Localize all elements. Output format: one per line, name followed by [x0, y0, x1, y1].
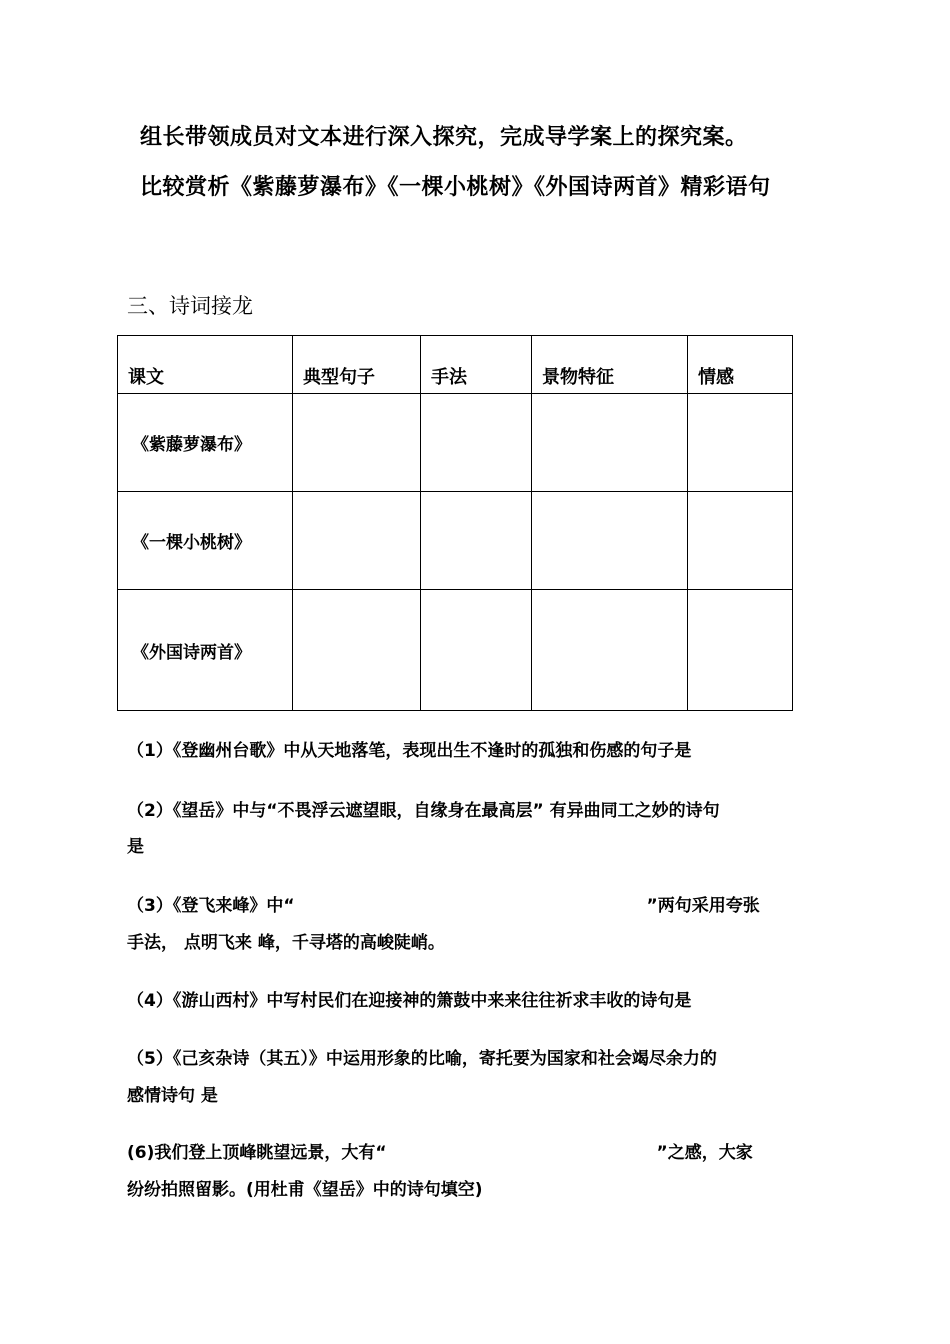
intro-line-1: 组长带领成员对文本进行深入探究，完成导学案上的探究案。 [140, 125, 748, 150]
question-2-line-2: 是 [127, 837, 144, 857]
blank-cell[interactable] [293, 590, 421, 711]
question-4: （4）《游山西村》中写村民们在迎接神的箫鼓中来来往往祈求丰收的诗句是 [127, 991, 692, 1011]
row-title: 《外国诗两首》 [118, 590, 293, 711]
blank-cell[interactable] [421, 492, 532, 590]
header-technique: 手法 [421, 336, 532, 394]
question-6-line-2: 纷纷拍照留影。(用杜甫《望岳》中的诗句填空) [127, 1180, 483, 1200]
blank-cell[interactable] [421, 590, 532, 711]
question-3-line-1 [127, 891, 760, 916]
blank-cell[interactable] [532, 394, 688, 492]
header-emotion: 情感 [688, 336, 793, 394]
question-1: （1）《登幽州台歌》中从天地落笔，表现出生不逢时的孤独和伤感的句子是 [127, 741, 692, 761]
question-5-line-2: 感情诗句 是 [127, 1086, 218, 1106]
header-scenery-features: 景物特征 [532, 336, 688, 394]
row-title: 《紫藤萝瀑布》 [118, 394, 293, 492]
blank-cell[interactable] [293, 492, 421, 590]
blank-cell[interactable] [532, 492, 688, 590]
question-3-suffix: ”两句采用夸张 [646, 896, 760, 916]
question-3-line-2: 手法， 点明飞来 峰，千寻塔的高峻陡峭。 [127, 933, 445, 953]
section-heading: 三、诗词接龙 [127, 294, 253, 318]
table-row [118, 590, 793, 711]
question-6-suffix: ”之感，大家 [656, 1143, 753, 1163]
blank-cell[interactable] [688, 492, 793, 590]
question-6-line-1 [127, 1138, 753, 1163]
question-5-line-1: （5）《己亥杂诗（其五）》中运用形象的比喻，寄托要为国家和社会竭尽余力的 [127, 1049, 717, 1069]
table-row [118, 394, 793, 492]
question-3-prefix: （3）《登飞来峰》中“ [127, 896, 295, 916]
blank-cell[interactable] [532, 590, 688, 711]
header-typical-sentence: 典型句子 [293, 336, 421, 394]
question-6-prefix: (6)我们登上顶峰眺望远景，大有“ [127, 1143, 387, 1163]
blank-cell[interactable] [688, 590, 793, 711]
blank-cell[interactable] [688, 394, 793, 492]
poem-comparison-table [117, 335, 793, 711]
question-2-line-1: （2）《望岳》中与“不畏浮云遮望眼，自缘身在最高层” 有异曲同工之妙的诗句 [127, 801, 720, 821]
header-text: 课文 [118, 336, 293, 394]
row-title: 《一棵小桃树》 [118, 492, 293, 590]
table-row [118, 492, 793, 590]
intro-line-2: 比较赏析《紫藤萝瀑布》《一棵小桃树》《外国诗两首》精彩语句 [140, 175, 771, 200]
table-header-row [118, 336, 793, 394]
blank-cell[interactable] [293, 394, 421, 492]
blank-cell[interactable] [421, 394, 532, 492]
